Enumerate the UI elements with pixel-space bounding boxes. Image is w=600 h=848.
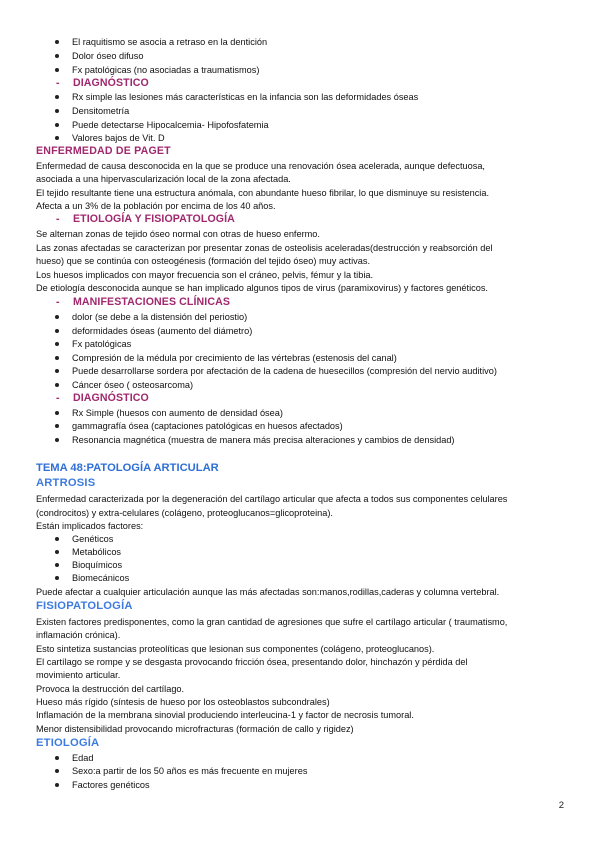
bullet-icon xyxy=(55,54,59,58)
heading-tema-48: TEMA 48:PATOLOGÍA ARTICULAR xyxy=(36,462,219,474)
paragraph-line: Afecta a un 3% de la población por encima de los 40 años. xyxy=(36,201,276,211)
paragraph-line: Los huesos implicados con mayor frecuencia son el cráneo, pelvis, fémur y la tibia. xyxy=(36,270,374,280)
bullet-icon xyxy=(55,356,59,360)
paragraph-line: asociada a una hipervascularización local de la zona afectada. xyxy=(36,174,291,184)
paragraph-line: El tejido resultante tiene una estructura anómala, con abundante hueso fibrilar, lo que disminuye su resistencia. xyxy=(36,188,490,198)
bullet-icon xyxy=(55,769,59,773)
bullet-icon xyxy=(55,783,59,787)
bullet-icon xyxy=(55,383,59,387)
paragraph-line: Están implicados factores: xyxy=(36,521,144,531)
heading-artrosis: ARTROSIS xyxy=(36,477,96,489)
paragraph-line: Esto sintetiza sustancias proteolíticas que lesionan sus componentes (colágeno, proteoglucanos). xyxy=(36,644,435,654)
paragraph-line: Existen factores predisponentes, como la gran cantidad de agresiones que sufre el cartílago articular ( traumatismo, xyxy=(36,617,508,627)
bullet-icon xyxy=(55,329,59,333)
paragraph-line: Puede afectar a cualquier articulación aunque las más afectadas son:manos,rodillas,caderas y columna vertebral. xyxy=(36,587,500,597)
paragraph-line: Se alternan zonas de tejido óseo normal con otras de hueso enfermo. xyxy=(36,229,320,239)
bullet-icon xyxy=(55,537,59,541)
bullet-icon xyxy=(55,563,59,567)
paragraph-line: Enfermedad de causa desconocida en la que se produce una renovación ósea acelerada, aunque defectuosa, xyxy=(36,161,485,171)
heading-paget: ENFERMEDAD DE PAGET xyxy=(36,145,171,157)
paragraph-line: movimiento articular. xyxy=(36,670,121,680)
paragraph-line: hueso) que se continúa con osteogénesis (formación del tejido óseo) muy activas. xyxy=(36,256,371,266)
bullet-icon xyxy=(55,315,59,319)
heading-fisiopatologia: FISIOPATOLOGÍA xyxy=(36,600,133,612)
bullet-icon xyxy=(55,68,59,72)
paragraph-line: De etiología desconocida aunque se han implicado algunos tipos de virus (paramixovirus) y factores genéticos. xyxy=(36,283,488,293)
bullet-icon xyxy=(55,756,59,760)
bullet-icon xyxy=(55,550,59,554)
bullet-icon xyxy=(55,136,59,140)
paragraph-line: Las zonas afectadas se caracterizan por presentar zonas de osteolisis aceleradas(destrucción y reabsorción del xyxy=(36,243,493,253)
paragraph-line: Menor distensibilidad provocando microfracturas (formación de callo y rigidez) xyxy=(36,724,354,734)
bullet-icon xyxy=(55,576,59,580)
bullet-icon xyxy=(55,123,59,127)
paragraph-line: inflamación crónica). xyxy=(36,630,121,640)
paragraph-line: (condrocitos) y extra-celulares (colágeno, proteoglucanos=glicoproteina). xyxy=(36,508,333,518)
page-number: 2 xyxy=(558,800,564,811)
bullet-icon xyxy=(55,109,59,113)
bullet-icon xyxy=(55,438,59,442)
bullet-icon xyxy=(55,411,59,415)
heading-etiologia: ETIOLOGÍA xyxy=(36,737,100,749)
paragraph-line: Inflamación de la membrana sinovial produciendo interleucina-1 y factor de necrosis tumoral. xyxy=(36,710,414,720)
paragraph-line: El cartílago se rompe y se desgasta provocando fricción ósea, presentando dolor, hinchazón y pérdida del xyxy=(36,657,468,667)
bullet-icon xyxy=(55,40,59,44)
document-page: El raquitismo se asocia a retraso en la dentición Dolor óseo difuso Fx patológicas (no asociadas a traumatismos) - DIAGNÓSTICO Rx simple las lesiones más características en la infancia son las deformidades óseas Densitometría Puede detectarse Hipocalcemia- Hipofosfatemia Valores bajos de Vit. D ENFERMEDAD DE PAGET Enfermedad de causa desconocida en la que se produce una renovación ósea acelerada, aunque defectuosa, asociada a una hipervascularización local de la zona afectada. El tejido resultante tiene una estructura anómala, con abundante hueso fibrilar, lo que disminuye su resistencia. Afecta a un 3% de la población por encima de los 40 años. - ETIOLOGÍA Y FISIOPATOLOGÍA Se alternan zonas de tejido óseo normal con otras de hueso enfermo. Las zonas afectadas se caracterizan por presentar zonas de osteolisis aceleradas(destrucción y reabsorción del hueso) que se continúa con osteogénesis (formación del tejido óseo) muy activas. Los huesos implicados con mayor frecuencia son el cráneo, pelvis, fémur y la tibia. De etiología desconocida aunque se han implicado algunos tipos de virus (paramixovirus) y factores genéticos. - MANIFESTACIONES CLÍNICAS dolor (se debe a la distensión del periostio) deformidades óseas (aumento del diámetro) Fx patológicas Compresión de la médula por crecimiento de las vértebras (estenosis del canal) Puede desarrollarse sordera por afectación de la cadena de huesecillos (compresión del nervio auditivo) Cáncer óseo ( osteosarcoma) - DIAGNÓSTICO Rx Simple (huesos con aumento de densidad ósea) gammagrafía ósea (captaciones patológicas en huesos afectados) Resonancia magnética (muestra de manera más precisa alteraciones y cambios de densidad) TEMA 48:PATOLOGÍA ARTICULAR ARTROSIS Enfermedad caracterizada por la degeneración del cartílago articular que afecta a todos sus componentes celulares (condrocitos) y extra-celulares (colágeno, proteoglucanos=glicoproteina). Están implicados factores: Genéticos Metabólicos Bioquímicos Biomecánicos Puede afectar a cualquier articulación aunque las más afectadas son:manos,rodillas,caderas y columna vertebral. FISIOPATOLOGÍA Existen factores predisponentes, como la gran cantidad de agresiones que sufre el cartílago articular ( traumatismo, inflamación crónica). Esto sintetiza sustancias proteolíticas que lesionan sus componentes (colágeno, proteoglucanos). El cartílago se rompe y se desgasta provocando fricción ósea, presentando dolor, hinchazón y pérdida del movimiento articular. Provoca la destrucción del cartílago. Hueso más rígido (síntesis de hueso por los osteoblastos subcondrales) Inflamación de la membrana sinovial produciendo interleucina-1 y factor de necrosis tumoral. Menor distensibilidad provocando microfracturas (formación de callo y rigidez) ETIOLOGÍA Edad Sexo:a partir de los 50 años es más frecuente en mujeres Factores genéticos 2 xyxy=(36,37,564,811)
bullet-icon xyxy=(55,369,59,373)
bullet-icon xyxy=(55,342,59,346)
paragraph-line: Provoca la destrucción del cartílago. xyxy=(36,684,185,694)
bullet-icon xyxy=(55,424,59,428)
paragraph-line: Enfermedad caracterizada por la degeneración del cartílago articular que afecta a todos sus componentes celulares xyxy=(36,494,508,504)
bullet-icon xyxy=(55,95,59,99)
paragraph-line: Hueso más rígido (síntesis de hueso por los osteoblastos subcondrales) xyxy=(36,697,330,707)
